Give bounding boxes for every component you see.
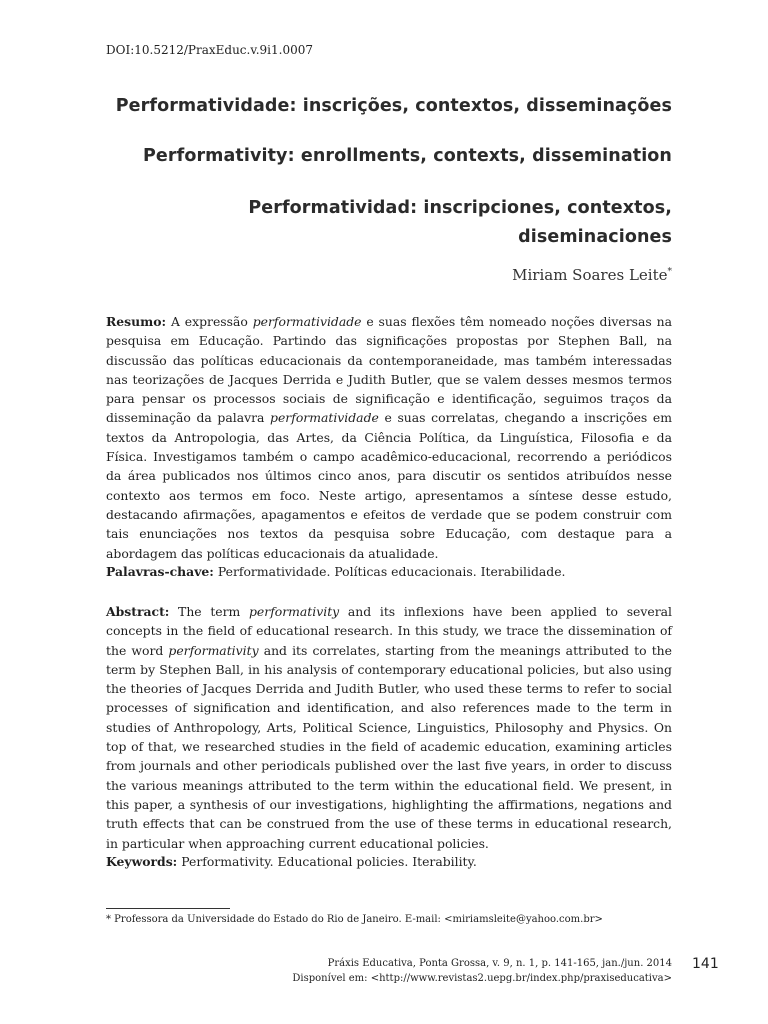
author-text: Miriam Soares Leite [512, 266, 668, 284]
abstract-term-1: performativity [249, 604, 340, 619]
keywords-pt-text: Performatividade. Políticas educacionais. Iterabilidade. [217, 564, 566, 579]
title-spanish [248, 194, 672, 252]
abstract-text-3: and its correlates, starting from the meanings attributed to the term by Stephen Ball, in his analysis of contemporary educational policies, but also using the theories of Jacques Derrida and Judith Butler, who used these terms to refer to social processes of signification and identification, and also references made to the term in studies of Anthropology, Arts, Political Science, Linguistics, Philosophy and Physics. On top of that, we researched studies in the field of academic education, examining articles from journals and other periodicals published over the last five years, in order to discuss the various meanings attributed to the term within the educational field. We present, in this paper, a synthesis of our investigations, highlighting the affirmations, negations and truth effects that can be construed from the use of these terms in educational research, in particular when approaching current educational policies. [106, 642, 672, 851]
abstract-term-2: performativity [168, 642, 259, 658]
keywords-en-text: Performativity. Educational policies. Iterability. [181, 854, 477, 869]
availability-line: Disponível em: <http://www.revistas2.uepg.br/index.php/praxiseducativa> [292, 973, 672, 984]
resumo-paragraph [106, 312, 672, 563]
keywords-pt-label: Palavras-chave: [106, 564, 214, 579]
title-portuguese: Performatividade: inscrições, contextos, disseminações [115, 96, 672, 116]
keywords-english [106, 852, 672, 871]
page-number: 141 [692, 956, 719, 972]
resumo-text-2: e suas flexões têm nomeado noções diversas na pesquisa em Educação. Partindo das significações propostas por Stephen Ball, na discussão das políticas educacionais da contemporaneidade, mas também interessadas nas teorizações de Jacques Derrida e Judith Butler, que se valem desses mesmos termos para pensar os processos sociais de significação e identificação, seguimos traços da disseminação da palavra [106, 314, 672, 426]
doi-line: DOI:10.5212/PraxEduc.v.9i1.0007 [106, 43, 313, 57]
resumo-text-3: e suas correlatas, chegando a inscrições em textos da Antropologia, das Artes, da Ciência Política, da Linguística, Filosofia e da Física. Investigamos também o campo acadêmico-educacional, recorrendo a periódicos da área publicados nos últimos cinco anos, para discutir os sentidos atribuídos nesse contexto aos termos em foco. Neste artigo, apresentamos a síntese desse estudo, destacando afirmações, apagamentos e efeitos de verdade que se podem construir com tais enunciações nos textos da pesquisa sobre Educação, com destaque para a abordagem das políticas educacionais da atualidade. [106, 410, 672, 561]
keywords-portuguese [106, 562, 672, 581]
citation-line: Práxis Educativa, Ponta Grossa, v. 9, n. 1, p. 141-165, jan./jun. 2014 [327, 958, 672, 969]
resumo-label: Resumo: [106, 314, 167, 329]
author-footnote: * Professora da Universidade do Estado do Rio de Janeiro. E-mail: <miriamsleite@yahoo.com.br> [106, 914, 603, 925]
title-spanish-line-2: diseminaciones [518, 227, 672, 247]
resumo-term-2: performatividade [270, 410, 379, 426]
resumo-text-1: A expressão [170, 314, 253, 329]
author-footnote-mark: * [667, 267, 672, 277]
author-name [512, 266, 672, 284]
footnote-divider [106, 908, 230, 909]
abstract-text-1: The term [169, 604, 249, 619]
keywords-en-label: Keywords: [106, 854, 178, 869]
abstract-text-2: and its inflexions have been applied to several concepts in the field of educational research. In this study, we trace the dissemination of the word [106, 604, 672, 658]
title-english: Performativity: enrollments, contexts, dissemination [142, 146, 672, 166]
resumo-term-1: performatividade [252, 314, 362, 329]
abstract-paragraph [106, 602, 672, 853]
title-spanish-line-1: Performatividad: inscripciones, contextos, [248, 198, 672, 218]
abstract-label: Abstract: [106, 604, 170, 619]
